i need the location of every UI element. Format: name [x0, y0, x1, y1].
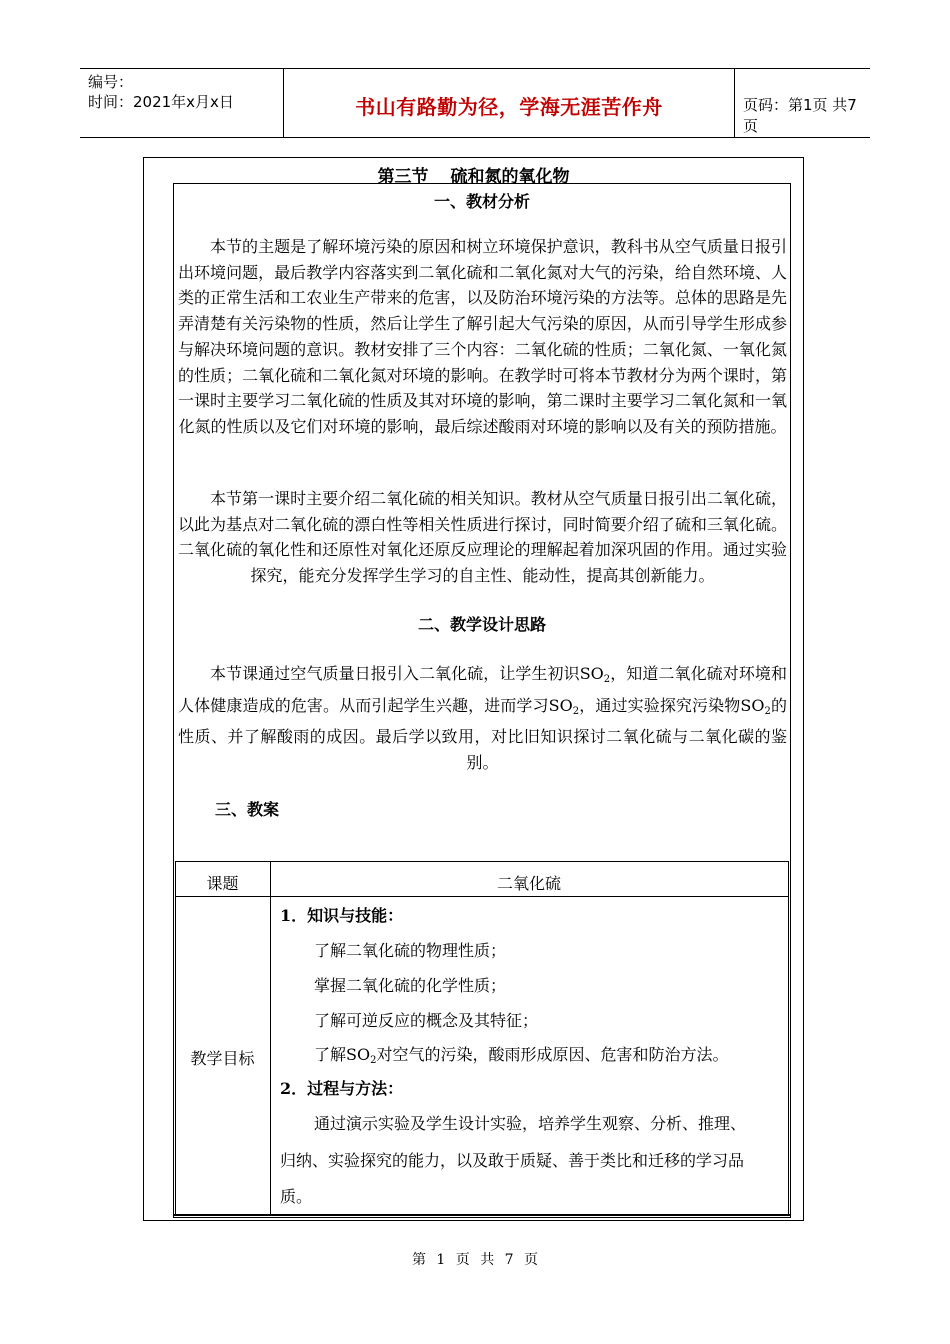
- goal1-item: 掌握二氧化硫的化学性质；: [314, 976, 507, 995]
- section2-text-part: ，通过实验探究污染物SO: [579, 695, 765, 715]
- header-motto-cell: [283, 69, 735, 137]
- table-rule: [270, 861, 271, 1214]
- date-label: 时间：2021年x月x日: [88, 93, 234, 111]
- title-topic: 硫和氮的氧化物: [450, 167, 570, 187]
- header-page-cell: [735, 69, 870, 137]
- goal2-heading: 2．过程与方法：: [280, 1079, 404, 1098]
- goals-label: 教学目标: [190, 1049, 255, 1068]
- goal1-item: 了解可逆反应的概念及其特征；: [314, 1011, 539, 1030]
- section1-paragraph1: 本节的主题是了解环境污染的原因和树立环境保护意识，教科书从空气质量日报引出环境问题，最后教学内容落实到二氧化硫和二氧化氮对大气的污染，给自然环境、人类的正常生活和工农业生产带来的危害，以及防治环境污染的方法等。总体的思路是先弄清楚有关污染物的性质，然后让学生了解引起大气污染的原因，从而引导学生形成参与解决环境问题的意识。教材安排了三个内容：二氧化硫的性质；二氧化氮、一氧化氮的性质；二氧化硫和二氧化氮对环境的影响。在教学时可将本节教材分为两个课时，第一课时主要学习二氧化硫的性质及其对环境的影响，第二课时主要学习二氧化氮和一氧化氮的性质以及它们对环境的影响，最后综述酸雨对环境的影响以及有关的预防措施。: [178, 237, 787, 436]
- section2-text-part: ，知道二氧化硫对环境和人体健康造成的危害。从而引起学生兴趣，进而学习SO: [178, 664, 787, 715]
- topic-value: 二氧化硫: [496, 874, 561, 893]
- page-label: 页码：第1页 共7页: [743, 96, 857, 135]
- header-info-cell: [80, 69, 283, 137]
- goal1-item-text: 了解SO: [314, 1045, 371, 1064]
- section1-paragraph2: 本节第一课时主要介绍二氧化硫的相关知识。教材从空气质量日报引出二氧化硫，以此为基点对二氧化硫的漂白性等相关性质进行探讨，同时简要介绍了硫和三氧化硫。二氧化硫的氧化性和还原性对氧化还原反应理论的理解起着加深巩固的作用。通过实验探究，能充分发挥学生学习的自主性、能动性，提高其创新能力。: [178, 489, 787, 586]
- section3-heading: 三、教案: [215, 800, 280, 819]
- header-table: [80, 68, 870, 138]
- motto-text: 书山有路勤为径，学海无涯苦作舟: [355, 95, 663, 119]
- subscript: 2: [603, 674, 611, 685]
- table-rule: [175, 861, 789, 862]
- goal1-item-text: 对空气的污染，酸雨形成原因、危害和防治方法。: [376, 1045, 729, 1064]
- goal1-heading: 1．知识与技能：: [280, 906, 404, 925]
- subscript: 2: [764, 705, 771, 717]
- goal2-line: 归纳、实验探究的能力，以及敢于质疑、善于类比和迁移的学习品: [280, 1151, 745, 1170]
- section2-paragraph: [178, 661, 787, 776]
- goal2-line: 通过演示实验及学生设计实验，培养学生观察、分析、推理、: [314, 1114, 747, 1133]
- title-section-number: 第三节: [377, 167, 429, 187]
- section2-text-part: 本节课通过空气质量日报引入二氧化硫，让学生初识SO: [210, 664, 604, 683]
- topic-label: 课题: [206, 874, 239, 893]
- inner-frame-bottom-rule: [173, 1214, 791, 1216]
- number-label: 编号：: [88, 73, 134, 91]
- section1-heading: 一、教材分析: [433, 192, 530, 211]
- section2-text-part: 的性质、并了解酸雨的成因。最后学以致用，对比旧知识探讨二氧化硫与二氧化碳的鉴别。: [178, 695, 787, 773]
- page-title: [143, 162, 804, 187]
- goal2-line: 质。: [280, 1187, 313, 1206]
- subscript: 2: [572, 705, 580, 717]
- table-rule: [175, 861, 176, 1214]
- section2-heading: 二、教学设计思路: [417, 615, 546, 634]
- goal1-item: 了解二氧化硫的物理性质；: [314, 941, 507, 960]
- table-rule: [788, 861, 789, 1214]
- table-rule: [175, 896, 789, 897]
- subscript: 2: [370, 1055, 377, 1066]
- goal1-item: [314, 1042, 728, 1066]
- page-footer: 第 1 页 共 7 页: [411, 1252, 539, 1268]
